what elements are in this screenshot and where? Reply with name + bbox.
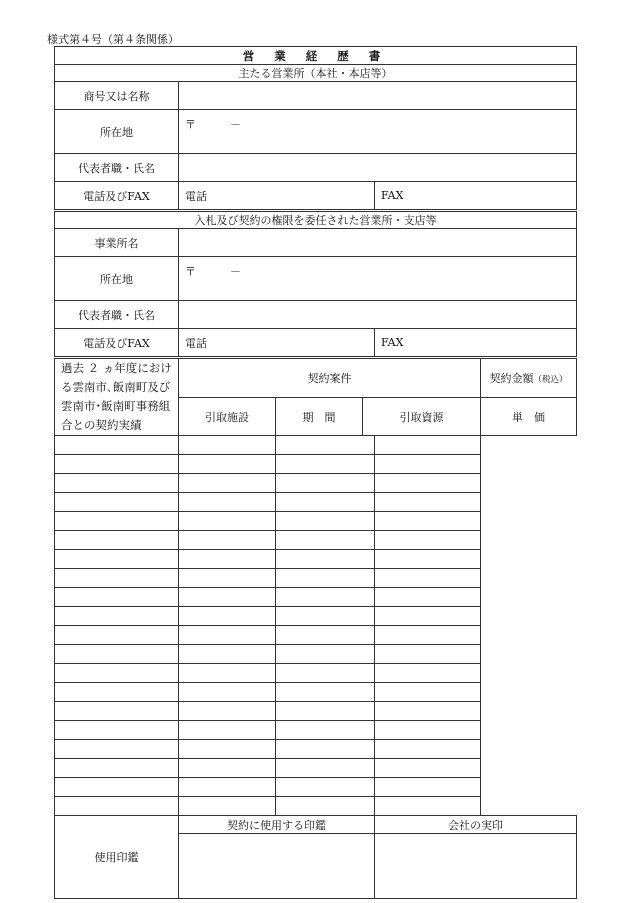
period-cell[interactable]: [179, 721, 276, 740]
period-cell[interactable]: [179, 778, 276, 797]
resource-cell[interactable]: [276, 436, 375, 455]
branch-phone-fax-label: 電話及びFAX: [55, 329, 179, 358]
period-cell[interactable]: [179, 455, 276, 474]
company-name-label: 商号又は名称: [55, 82, 179, 110]
phone-fax-label: 電話及びFAX: [55, 182, 179, 211]
resource-cell[interactable]: [276, 512, 375, 531]
branch-office-heading: 入札及び契約の権限を委任された営業所・支店等: [55, 211, 577, 229]
resource-cell[interactable]: [276, 702, 375, 721]
period-cell[interactable]: [179, 474, 276, 493]
tax-included-note: （税込）: [533, 375, 568, 386]
period-cell[interactable]: [179, 436, 276, 455]
contract-row: [55, 683, 577, 702]
contract-row: [55, 455, 577, 474]
branch-fax-field[interactable]: FAX: [375, 329, 577, 358]
price-cell[interactable]: [375, 721, 481, 740]
price-cell[interactable]: [375, 569, 481, 588]
period-cell[interactable]: [179, 664, 276, 683]
facility-cell[interactable]: [55, 569, 179, 588]
price-cell[interactable]: [375, 550, 481, 569]
resource-cell[interactable]: [276, 759, 375, 778]
period-cell[interactable]: [179, 569, 276, 588]
contract-history-label: 過去 ２ ヵ年度における雲南市､飯南町及び雲南市･飯南町事務組合との契約実績: [55, 358, 179, 436]
branch-address-label: 所在地: [55, 257, 179, 301]
period-cell[interactable]: [179, 512, 276, 531]
contract-row: [55, 607, 577, 626]
price-cell[interactable]: [375, 588, 481, 607]
facility-cell[interactable]: [55, 531, 179, 550]
facility-cell[interactable]: [55, 512, 179, 531]
facility-cell[interactable]: [55, 626, 179, 645]
price-cell[interactable]: [375, 645, 481, 664]
col-price: 単 価: [481, 398, 577, 436]
fax-field[interactable]: FAX: [375, 182, 577, 211]
price-cell[interactable]: [375, 607, 481, 626]
resource-cell[interactable]: [276, 778, 375, 797]
facility-cell[interactable]: [55, 607, 179, 626]
price-cell[interactable]: [375, 512, 481, 531]
postal-mark: 〒: [185, 265, 196, 278]
resource-cell[interactable]: [276, 588, 375, 607]
period-cell[interactable]: [179, 626, 276, 645]
resource-cell[interactable]: [276, 626, 375, 645]
price-cell[interactable]: [375, 531, 481, 550]
col-resource: 引取資源: [363, 398, 481, 436]
resource-cell[interactable]: [276, 797, 375, 816]
resource-cell[interactable]: [276, 740, 375, 759]
contract-row: [55, 778, 577, 797]
resource-cell[interactable]: [276, 569, 375, 588]
facility-cell[interactable]: [55, 778, 179, 797]
contract-row: [55, 721, 577, 740]
resource-cell[interactable]: [276, 645, 375, 664]
period-cell[interactable]: [179, 607, 276, 626]
period-cell[interactable]: [179, 531, 276, 550]
contract-row: [55, 645, 577, 664]
contract-row: [55, 531, 577, 550]
price-cell[interactable]: [375, 664, 481, 683]
business-history-form: [54, 46, 576, 899]
facility-cell[interactable]: [55, 740, 179, 759]
facility-cell[interactable]: [55, 759, 179, 778]
contract-row: [55, 493, 577, 512]
facility-cell[interactable]: [55, 588, 179, 607]
phone-field[interactable]: 電話: [179, 182, 375, 211]
branch-address-field[interactable]: [179, 257, 577, 301]
contract-row: [55, 436, 577, 455]
contract-row: [55, 797, 577, 816]
contract-row: [55, 512, 577, 531]
price-cell[interactable]: [375, 474, 481, 493]
postal-dash: －: [230, 118, 241, 131]
form-table: [54, 46, 577, 899]
price-cell[interactable]: [375, 778, 481, 797]
contract-row: [55, 740, 577, 759]
form-reference: 様式第４号（第４条関係）: [47, 33, 179, 46]
contract-row: [55, 474, 577, 493]
col-period: 期 間: [276, 398, 363, 436]
price-cell[interactable]: [375, 493, 481, 512]
period-cell[interactable]: [179, 740, 276, 759]
address-field[interactable]: [179, 110, 577, 154]
seal-label: 使用印鑑: [55, 816, 179, 899]
contract-row: [55, 588, 577, 607]
company-name-field[interactable]: [179, 82, 577, 110]
period-cell[interactable]: [179, 550, 276, 569]
resource-cell[interactable]: [276, 607, 375, 626]
facility-cell[interactable]: [55, 702, 179, 721]
resource-cell[interactable]: [276, 664, 375, 683]
facility-cell[interactable]: [55, 721, 179, 740]
resource-cell[interactable]: [276, 474, 375, 493]
period-cell[interactable]: [179, 588, 276, 607]
contract-row: [55, 626, 577, 645]
period-cell[interactable]: [179, 759, 276, 778]
resource-cell[interactable]: [276, 455, 375, 474]
facility-cell[interactable]: [55, 550, 179, 569]
facility-cell[interactable]: [55, 455, 179, 474]
resource-cell[interactable]: [276, 721, 375, 740]
company-seal-header: 会社の実印: [375, 816, 577, 834]
contract-row: [55, 759, 577, 778]
contract-row: [55, 664, 577, 683]
form-title: 営 業 経 歴 書: [55, 47, 577, 65]
address-label: 所在地: [55, 110, 179, 154]
office-name-field[interactable]: [179, 229, 577, 257]
period-cell[interactable]: [179, 797, 276, 816]
col-facility: 引取施設: [179, 398, 276, 436]
price-cell[interactable]: [375, 797, 481, 816]
branch-representative-field[interactable]: [179, 301, 577, 329]
facility-cell[interactable]: [55, 664, 179, 683]
price-cell[interactable]: [375, 683, 481, 702]
contract-amount-header: [481, 358, 577, 398]
postal-mark: 〒: [185, 118, 196, 131]
representative-label: 代表者職・氏名: [55, 154, 179, 182]
price-cell[interactable]: [375, 626, 481, 645]
price-cell[interactable]: [375, 436, 481, 455]
contract-row: [55, 569, 577, 588]
facility-cell[interactable]: [55, 797, 179, 816]
resource-cell[interactable]: [276, 683, 375, 702]
price-cell[interactable]: [375, 702, 481, 721]
period-cell[interactable]: [179, 645, 276, 664]
price-cell[interactable]: [375, 759, 481, 778]
price-cell[interactable]: [375, 455, 481, 474]
branch-phone-field[interactable]: 電話: [179, 329, 375, 358]
facility-cell[interactable]: [55, 436, 179, 455]
resource-cell[interactable]: [276, 550, 375, 569]
period-cell[interactable]: [179, 683, 276, 702]
contract-case-header: 契約案件: [179, 358, 481, 398]
resource-cell[interactable]: [276, 531, 375, 550]
company-seal-box[interactable]: [375, 834, 577, 899]
postal-dash: －: [230, 265, 241, 278]
main-office-heading: 主たる営業所（本社・本店等）: [55, 65, 577, 82]
contract-seal-box[interactable]: [179, 834, 375, 899]
contract-amount-label: 契約金額: [489, 372, 534, 386]
facility-cell[interactable]: [55, 493, 179, 512]
resource-cell[interactable]: [276, 493, 375, 512]
period-cell[interactable]: [179, 702, 276, 721]
price-cell[interactable]: [375, 740, 481, 759]
branch-representative-label: 代表者職・氏名: [55, 301, 179, 329]
facility-cell[interactable]: [55, 683, 179, 702]
contract-seal-header: 契約に使用する印鑑: [179, 816, 375, 834]
facility-cell[interactable]: [55, 474, 179, 493]
office-name-label: 事業所名: [55, 229, 179, 257]
facility-cell[interactable]: [55, 645, 179, 664]
contract-row: [55, 550, 577, 569]
representative-field[interactable]: [179, 154, 577, 182]
contract-row: [55, 702, 577, 721]
period-cell[interactable]: [179, 493, 276, 512]
